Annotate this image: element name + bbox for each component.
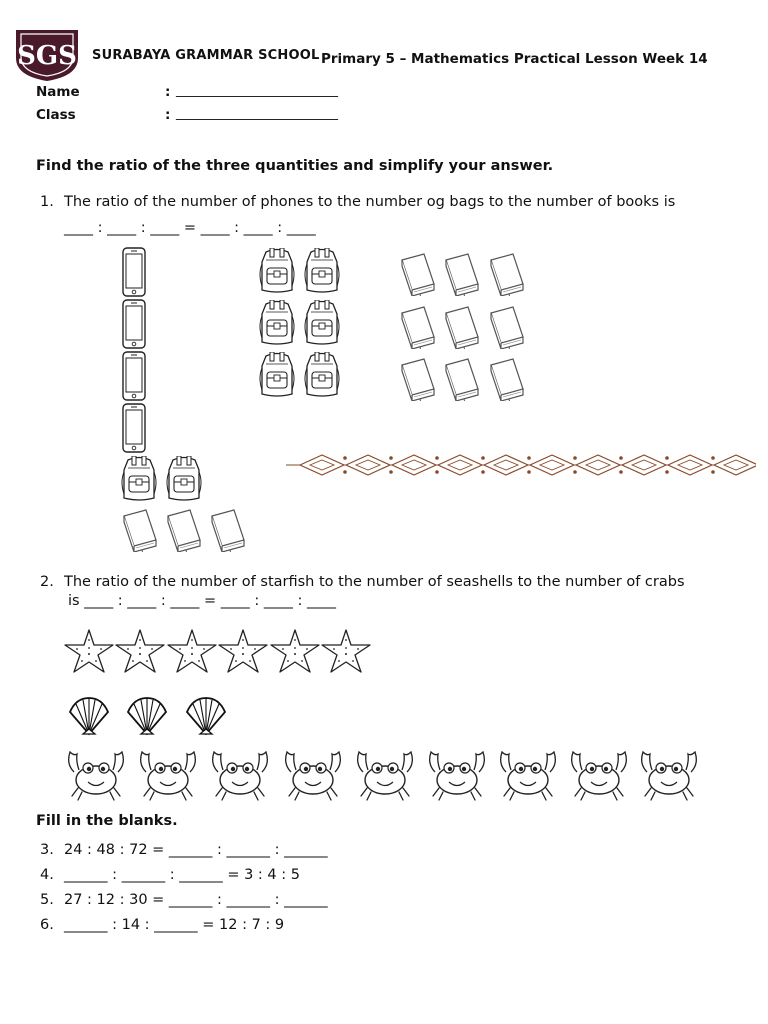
seashell-icon xyxy=(66,696,112,736)
section-heading-fill: Fill in the blanks. xyxy=(36,813,178,829)
q1-answer-line[interactable]: ____ : ____ : ____ = ____ : ____ : ____ xyxy=(64,220,316,236)
lesson-title: Primary 5 – Mathematics Practical Lesson Week 14 xyxy=(321,51,708,67)
class-colon: : xyxy=(165,107,171,123)
class-label: Class xyxy=(36,107,76,123)
backpack-icon xyxy=(258,352,296,398)
logo-monogram: SGS xyxy=(17,41,77,71)
crab-icon xyxy=(208,742,272,804)
class-field[interactable]: ________________________ xyxy=(176,105,338,121)
crab-icon xyxy=(136,742,200,804)
q2-number: 2. xyxy=(40,574,54,590)
seashell-icon xyxy=(183,696,229,736)
crab-icon xyxy=(64,742,128,804)
crab-icon xyxy=(353,742,417,804)
book-icon xyxy=(208,508,248,552)
q1-text: The ratio of the number of phones to the number og bags to the number of books is xyxy=(64,194,676,210)
book-icon xyxy=(442,357,482,401)
book-icon xyxy=(398,357,438,401)
crab-icon xyxy=(425,742,489,804)
backpack-icon xyxy=(258,300,296,346)
q1-number: 1. xyxy=(40,194,54,210)
backpack-icon xyxy=(120,456,158,502)
book-icon xyxy=(164,508,204,552)
phone-icon xyxy=(121,299,147,349)
starfish-icon xyxy=(269,628,321,674)
crab-icon xyxy=(496,742,560,804)
q4-number: 4. xyxy=(40,867,54,883)
book-icon xyxy=(398,252,438,296)
q5-text[interactable]: 27 : 12 : 30 = ______ : ______ : ______ xyxy=(64,892,328,908)
q6-text[interactable]: ______ : 14 : ______ = 12 : 7 : 9 xyxy=(64,917,285,933)
crab-icon xyxy=(567,742,631,804)
q4-text[interactable]: ______ : ______ : ______ = 3 : 4 : 5 xyxy=(64,867,300,883)
book-icon xyxy=(487,305,527,349)
q2-answer-line[interactable]: is ____ : ____ : ____ = ____ : ____ : ____ xyxy=(68,593,336,609)
starfish-icon xyxy=(217,628,269,674)
backpack-icon xyxy=(165,456,203,502)
book-icon xyxy=(487,357,527,401)
crab-icon xyxy=(637,742,701,804)
decorative-divider xyxy=(286,452,756,478)
book-icon xyxy=(487,252,527,296)
starfish-icon xyxy=(114,628,166,674)
name-label: Name xyxy=(36,84,80,100)
phone-icon xyxy=(121,403,147,453)
name-colon: : xyxy=(165,84,171,100)
section-heading-ratio: Find the ratio of the three quantities and simplify your answer. xyxy=(36,158,554,174)
name-field[interactable]: ________________________ xyxy=(176,82,338,98)
book-icon xyxy=(442,252,482,296)
backpack-icon xyxy=(303,352,341,398)
q6-number: 6. xyxy=(40,917,54,933)
starfish-icon xyxy=(63,628,115,674)
school-logo xyxy=(8,24,86,82)
backpack-icon xyxy=(303,248,341,294)
book-icon xyxy=(442,305,482,349)
school-name: SURABAYA GRAMMAR SCHOOL xyxy=(92,48,320,63)
backpack-icon xyxy=(303,300,341,346)
phone-icon xyxy=(121,351,147,401)
book-icon xyxy=(120,508,160,552)
phone-icon xyxy=(121,247,147,297)
crab-icon xyxy=(281,742,345,804)
starfish-icon xyxy=(320,628,372,674)
q2-text: The ratio of the number of starfish to the number of seashells to the number of crabs xyxy=(64,574,685,590)
q3-number: 3. xyxy=(40,842,54,858)
q5-number: 5. xyxy=(40,892,54,908)
seashell-icon xyxy=(124,696,170,736)
q3-text[interactable]: 24 : 48 : 72 = ______ : ______ : ______ xyxy=(64,842,328,858)
backpack-icon xyxy=(258,248,296,294)
book-icon xyxy=(398,305,438,349)
starfish-icon xyxy=(166,628,218,674)
